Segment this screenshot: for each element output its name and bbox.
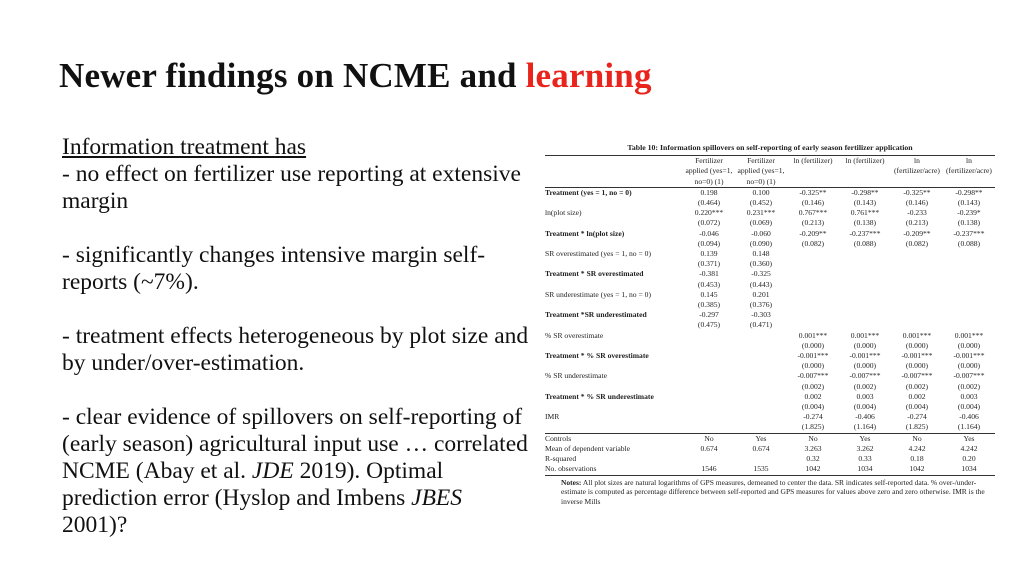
table-cell: (0.000) bbox=[853, 340, 877, 350]
row-label: ln(plot size) bbox=[545, 208, 582, 218]
table-cell bbox=[943, 310, 995, 320]
table-cell: 1034 bbox=[839, 464, 891, 475]
table-cell bbox=[683, 382, 735, 392]
table-cell: 0.002 bbox=[804, 391, 822, 401]
column-header: ln (fertilizer/acre) bbox=[891, 156, 943, 188]
row-label bbox=[545, 300, 683, 310]
table-row bbox=[545, 249, 995, 259]
table-cell: (1.164) bbox=[957, 422, 981, 432]
table-cell: (0.146) bbox=[801, 198, 825, 208]
table-cell: 1546 bbox=[683, 464, 735, 475]
table-cell: 1042 bbox=[891, 464, 943, 475]
table-row bbox=[545, 198, 995, 208]
table-cell: 0.761*** bbox=[850, 208, 880, 218]
table-cell: 0.20 bbox=[962, 454, 976, 464]
table-row bbox=[545, 371, 995, 381]
table-cell: (1.825) bbox=[905, 422, 929, 432]
row-label: SR underestimate (yes = 1, no = 0) bbox=[545, 289, 652, 299]
table-cell: (0.443) bbox=[749, 279, 773, 289]
table-cell: 0.18 bbox=[910, 454, 924, 464]
table-cell: -0.209** bbox=[903, 228, 931, 238]
table-caption: Table 10: Information spillovers on self-reporting of early season fertilizer application bbox=[627, 143, 913, 152]
table-cell: (0.138) bbox=[957, 218, 981, 228]
table-cell: 0.231*** bbox=[746, 208, 776, 218]
table-cell: (0.000) bbox=[801, 340, 825, 350]
bullet-extensive-margin: - no effect on fertilizer use reporting at extensive margin bbox=[62, 161, 521, 214]
table-cell: No bbox=[891, 433, 943, 444]
notes-label: Notes: bbox=[561, 477, 582, 487]
row-label: SR overestimated (yes = 1, no = 0) bbox=[545, 249, 652, 259]
table-cell bbox=[683, 341, 735, 351]
table-cell: 0.001*** bbox=[850, 330, 880, 340]
table-cell: 0.33 bbox=[858, 454, 872, 464]
table-cell bbox=[943, 320, 995, 330]
table-cell: (0.090) bbox=[749, 238, 773, 248]
table-notes bbox=[545, 478, 995, 507]
row-label: % SR overestimate bbox=[545, 330, 604, 340]
row-label bbox=[545, 422, 683, 433]
table-cell: -0.237*** bbox=[953, 228, 985, 238]
table-cell bbox=[891, 259, 943, 269]
table-row bbox=[545, 422, 995, 433]
table-cell: (0.475) bbox=[697, 320, 721, 330]
table-cell: (0.069) bbox=[749, 218, 773, 228]
table-cell: (0.360) bbox=[749, 259, 773, 269]
table-cell: -0.325** bbox=[799, 187, 827, 197]
table-cell: (0.000) bbox=[905, 361, 929, 371]
table-cell: -0.001*** bbox=[797, 351, 829, 361]
table-cell: (0.471) bbox=[749, 320, 773, 330]
bullet-spillovers bbox=[62, 404, 532, 539]
table-cell bbox=[943, 259, 995, 269]
table-row bbox=[545, 331, 995, 341]
row-label: R-squared bbox=[545, 454, 577, 464]
table-cell: 0.001*** bbox=[954, 330, 984, 340]
row-label bbox=[545, 341, 683, 351]
table-cell: -0.325** bbox=[903, 187, 931, 197]
table-cell bbox=[683, 422, 735, 433]
table-cell bbox=[735, 361, 787, 371]
row-label: IMR bbox=[545, 412, 560, 422]
table-cell: (0.088) bbox=[957, 238, 981, 248]
table-row bbox=[545, 351, 995, 361]
table-row bbox=[545, 280, 995, 290]
table-cell: 0.003 bbox=[960, 391, 978, 401]
table-cell: 0.001*** bbox=[902, 330, 932, 340]
regression-table bbox=[545, 155, 995, 475]
table-row bbox=[545, 300, 995, 310]
table-cell: 3.262 bbox=[856, 443, 874, 453]
table-cell: Yes bbox=[839, 433, 891, 444]
row-label bbox=[545, 259, 683, 269]
table-cell: 1034 bbox=[943, 464, 995, 475]
column-header: Fertilizer applied (yes=1, no=0) (1) bbox=[735, 156, 787, 188]
regression-table-image bbox=[545, 143, 995, 506]
column-header: ln (fertilizer/acre) bbox=[943, 156, 995, 188]
row-label bbox=[545, 239, 683, 249]
table-cell: -0.274 bbox=[803, 412, 823, 422]
row-label bbox=[545, 402, 683, 412]
table-cell: 0.002 bbox=[908, 391, 926, 401]
table-cell: -0.001*** bbox=[953, 351, 985, 361]
row-label bbox=[545, 320, 683, 330]
table-row bbox=[545, 454, 995, 464]
table-cell bbox=[787, 300, 839, 310]
table-cell: (0.094) bbox=[697, 238, 721, 248]
bullet-spillovers-a: - clear evidence of spillovers on self-reporting of (early season) agricultural input use … correlated NCME (Abay et al. bbox=[62, 404, 528, 484]
bullet-spillovers-b: 2019). Optimal prediction error (Hyslop and Imbens bbox=[62, 458, 444, 511]
row-label bbox=[545, 218, 683, 228]
table-cell bbox=[839, 300, 891, 310]
table-cell bbox=[683, 454, 735, 464]
table-cell: (0.004) bbox=[853, 402, 877, 412]
table-cell: 0.145 bbox=[700, 289, 718, 299]
table-cell: (0.088) bbox=[853, 238, 877, 248]
bullet-heterogeneous: - treatment effects heterogeneous by plot size and by under/over-estimation. bbox=[62, 323, 529, 376]
table-cell: 0.003 bbox=[856, 391, 874, 401]
row-label: Treatment (yes = 1, no = 0) bbox=[545, 187, 632, 197]
table-cell: -0.298** bbox=[851, 187, 879, 197]
table-cell bbox=[943, 269, 995, 279]
table-cell: -0.406 bbox=[855, 412, 875, 422]
table-cell bbox=[735, 422, 787, 433]
table-cell: (0.371) bbox=[697, 259, 721, 269]
table-row bbox=[545, 320, 995, 330]
row-label bbox=[545, 280, 683, 290]
table-cell: (0.143) bbox=[957, 198, 981, 208]
table-cell: -0.007*** bbox=[901, 371, 933, 381]
table-cell: -0.237*** bbox=[849, 228, 881, 238]
table-row bbox=[545, 290, 995, 300]
row-label: Treatment *SR underestimated bbox=[545, 310, 647, 320]
table-cell bbox=[735, 351, 787, 361]
table-cell: (0.146) bbox=[905, 198, 929, 208]
row-label: No. observations bbox=[545, 464, 683, 475]
table-cell: -0.239* bbox=[957, 208, 981, 218]
table-cell bbox=[683, 361, 735, 371]
table-row bbox=[545, 229, 995, 239]
table-cell: 0.220*** bbox=[694, 208, 724, 218]
table-cell: (0.002) bbox=[853, 381, 877, 391]
table-cell: 4.242 bbox=[960, 443, 978, 453]
table-row bbox=[545, 433, 995, 444]
table-cell bbox=[891, 280, 943, 290]
table-cell: -0.046 bbox=[699, 228, 719, 238]
table-cell: (0.002) bbox=[801, 381, 825, 391]
table-row bbox=[545, 341, 995, 351]
table-cell bbox=[891, 300, 943, 310]
table-cell: -0.325 bbox=[751, 269, 771, 279]
table-cell: (0.082) bbox=[905, 238, 929, 248]
table-row bbox=[545, 218, 995, 228]
table-cell: 0.674 bbox=[700, 443, 718, 453]
bullet-spillovers-c: 2001)? bbox=[62, 512, 128, 538]
journal-jde: JDE bbox=[251, 458, 294, 484]
table-cell: (0.004) bbox=[801, 402, 825, 412]
table-row bbox=[545, 310, 995, 320]
row-label: Treatment * % SR overestimate bbox=[545, 351, 649, 361]
table-cell: 0.148 bbox=[752, 249, 770, 259]
row-label: Controls bbox=[545, 433, 683, 444]
table-cell: (0.004) bbox=[905, 402, 929, 412]
table-cell: -0.298** bbox=[955, 187, 983, 197]
table-cell bbox=[735, 382, 787, 392]
table-cell bbox=[735, 331, 787, 341]
bullet-text-block bbox=[62, 134, 532, 566]
table-cell bbox=[787, 249, 839, 259]
table-cell: 0.001*** bbox=[798, 330, 828, 340]
table-cell: (0.138) bbox=[853, 218, 877, 228]
table-row bbox=[545, 259, 995, 269]
row-label: % SR underestimate bbox=[545, 371, 608, 381]
table-cell: (0.385) bbox=[697, 300, 721, 310]
table-row bbox=[545, 208, 995, 218]
table-cell: (0.082) bbox=[801, 238, 825, 248]
table-cell bbox=[787, 280, 839, 290]
table-cell: (0.000) bbox=[905, 340, 929, 350]
bullet-intensive-margin: - significantly changes intensive margin self-reports (~7%). bbox=[62, 242, 486, 295]
table-row bbox=[545, 239, 995, 249]
column-header: ln (fertilizer) bbox=[787, 156, 839, 188]
table-cell bbox=[683, 331, 735, 341]
table-cell bbox=[787, 259, 839, 269]
table-row bbox=[545, 464, 995, 475]
column-header: ln (fertilizer) bbox=[839, 156, 891, 188]
table-cell: 0.767*** bbox=[798, 208, 828, 218]
row-label: Treatment * ln(plot size) bbox=[545, 228, 625, 238]
table-cell: 0.139 bbox=[700, 249, 718, 259]
table-cell: -0.007*** bbox=[797, 371, 829, 381]
row-label bbox=[545, 198, 683, 208]
table-cell bbox=[683, 351, 735, 361]
table-cell: -0.303 bbox=[751, 310, 771, 320]
table-cell bbox=[891, 269, 943, 279]
table-cell: -0.007*** bbox=[953, 371, 985, 381]
table-cell: (0.213) bbox=[905, 218, 929, 228]
table-cell: Yes bbox=[735, 433, 787, 444]
table-row bbox=[545, 402, 995, 412]
row-label: Treatment * SR overestimated bbox=[545, 269, 644, 279]
table-cell: (0.000) bbox=[853, 361, 877, 371]
table-cell: -0.274 bbox=[907, 412, 927, 422]
table-row bbox=[545, 187, 995, 198]
column-header: Fertilizer applied (yes=1, no=0) (1) bbox=[683, 156, 735, 188]
table-cell: -0.297 bbox=[699, 310, 719, 320]
table-cell: -0.381 bbox=[699, 269, 719, 279]
slide-title bbox=[59, 56, 652, 96]
table-row bbox=[545, 361, 995, 371]
journal-jbes: JBES bbox=[411, 485, 463, 511]
table-cell: (0.002) bbox=[957, 381, 981, 391]
table-row bbox=[545, 382, 995, 392]
table-cell: No bbox=[683, 433, 735, 444]
slide-title-main: Newer findings on NCME and bbox=[59, 56, 526, 95]
table-cell bbox=[943, 280, 995, 290]
table-cell bbox=[735, 341, 787, 351]
table-cell: 0.32 bbox=[806, 454, 820, 464]
table-cell: 0.198 bbox=[700, 187, 718, 197]
table-cell bbox=[787, 290, 839, 300]
table-cell: Yes bbox=[943, 433, 995, 444]
table-cell: -0.001*** bbox=[901, 351, 933, 361]
table-cell bbox=[787, 310, 839, 320]
table-cell bbox=[891, 249, 943, 259]
table-row bbox=[545, 269, 995, 279]
table-cell: -0.007*** bbox=[849, 371, 881, 381]
table-cell: (0.143) bbox=[853, 198, 877, 208]
table-cell: (1.825) bbox=[801, 422, 825, 432]
table-cell bbox=[839, 249, 891, 259]
row-label: Treatment * % SR underestimate bbox=[545, 391, 654, 401]
table-cell: No bbox=[787, 433, 839, 444]
table-cell: -0.001*** bbox=[849, 351, 881, 361]
table-cell bbox=[891, 290, 943, 300]
row-label: Mean of dependent variable bbox=[545, 443, 630, 453]
table-cell bbox=[683, 392, 735, 402]
table-cell: 0.201 bbox=[752, 289, 770, 299]
table-cell bbox=[839, 310, 891, 320]
slide-title-highlight: learning bbox=[525, 56, 652, 95]
table-cell bbox=[683, 412, 735, 422]
table-cell: -0.209** bbox=[799, 228, 827, 238]
table-row bbox=[545, 444, 995, 454]
row-label bbox=[545, 382, 683, 392]
table-cell: (0.000) bbox=[957, 340, 981, 350]
table-cell: (0.004) bbox=[957, 402, 981, 412]
table-cell: -0.406 bbox=[959, 412, 979, 422]
table-cell bbox=[735, 392, 787, 402]
table-cell: -0.060 bbox=[751, 228, 771, 238]
table-cell: (0.464) bbox=[697, 198, 721, 208]
table-cell bbox=[891, 320, 943, 330]
table-cell bbox=[683, 402, 735, 412]
table-cell bbox=[943, 249, 995, 259]
column-header bbox=[545, 156, 683, 188]
table-cell bbox=[735, 402, 787, 412]
table-cell bbox=[735, 454, 787, 464]
table-cell bbox=[787, 320, 839, 330]
table-cell: (1.164) bbox=[853, 422, 877, 432]
table-cell bbox=[683, 371, 735, 381]
table-cell bbox=[839, 320, 891, 330]
table-cell: (0.000) bbox=[957, 361, 981, 371]
table-cell: (0.002) bbox=[905, 381, 929, 391]
table-row bbox=[545, 392, 995, 402]
table-cell: 4.242 bbox=[908, 443, 926, 453]
table-cell bbox=[839, 280, 891, 290]
table-cell bbox=[839, 269, 891, 279]
table-cell bbox=[787, 269, 839, 279]
section-heading: Information treatment has bbox=[62, 134, 307, 160]
table-cell: (0.376) bbox=[749, 300, 773, 310]
table-cell: 1042 bbox=[787, 464, 839, 475]
table-cell: -0.233 bbox=[907, 208, 927, 218]
table-cell: 3.263 bbox=[804, 443, 822, 453]
table-cell: (0.072) bbox=[697, 218, 721, 228]
table-cell bbox=[839, 259, 891, 269]
table-cell bbox=[891, 310, 943, 320]
table-cell: 1535 bbox=[735, 464, 787, 475]
table-cell: (0.000) bbox=[801, 361, 825, 371]
table-cell: 0.674 bbox=[752, 443, 770, 453]
table-cell: 0.100 bbox=[752, 187, 770, 197]
table-cell bbox=[735, 371, 787, 381]
table-cell: (0.213) bbox=[801, 218, 825, 228]
table-cell: (0.452) bbox=[749, 198, 773, 208]
table-cell bbox=[943, 290, 995, 300]
table-cell bbox=[735, 412, 787, 422]
table-cell bbox=[839, 290, 891, 300]
table-row bbox=[545, 412, 995, 422]
notes-text: All plot sizes are natural logarithms of GPS measures, demeaned to center the data. SR indicates self-reported data. % over-/under-estimate is computed as percentage difference between self-reported and GPS measures for values above zero and zero otherwise. IMR is the inverse Mills bbox=[561, 477, 985, 506]
table-cell: (0.453) bbox=[697, 279, 721, 289]
row-label bbox=[545, 361, 683, 371]
table-cell bbox=[943, 300, 995, 310]
